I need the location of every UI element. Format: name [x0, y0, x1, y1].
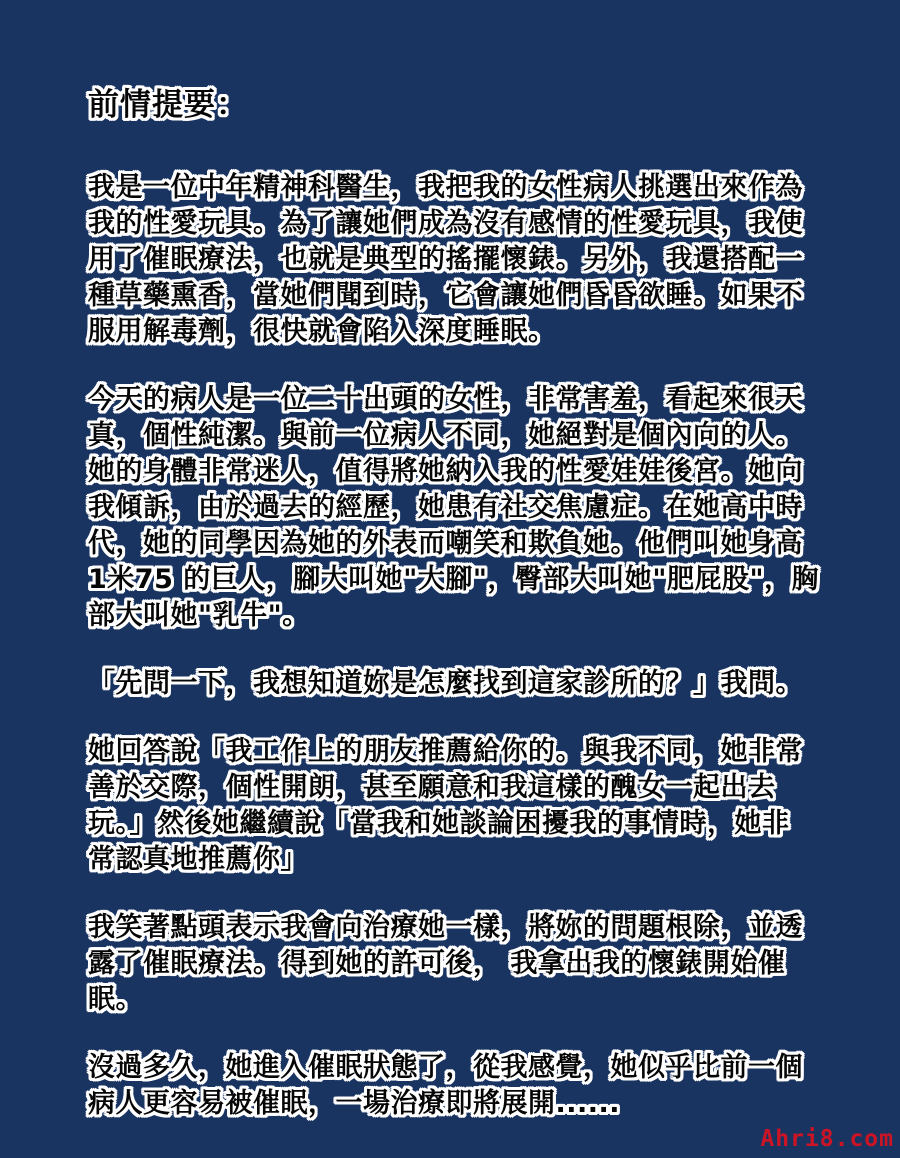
text-line: 用了催眠療法，也就是典型的搖擺懷錶。另外，我還搭配一	[88, 244, 803, 275]
text-line: 沒過多久，她進入催眠狀態了，從我感覺，她似乎比前一個	[88, 1052, 803, 1083]
paragraph-closing	[88, 1050, 848, 1122]
text-line: 服用解毒劑，很快就會陷入深度睡眠。	[88, 316, 556, 347]
text-line: 真，個性純潔。與前一位病人不同，她絕對是個內向的人。	[88, 420, 803, 451]
text-line: 病人更容易被催眠，一場治療即將展開......	[88, 1088, 621, 1119]
text-line: 常認真地推薦你」	[88, 844, 308, 875]
paragraph-intro-doctor	[88, 170, 848, 350]
text-content	[88, 86, 848, 1122]
text-line: 今天的病人是一位二十出頭的女性，非常害羞，看起來很天	[88, 384, 803, 415]
paragraph-patient-answer	[88, 734, 848, 878]
text-line: 她回答說「我工作上的朋友推薦給你的。與我不同，她非常	[88, 736, 803, 767]
paragraph-patient-description	[88, 382, 848, 634]
text-line: 善於交際，個性開朗，甚至願意和我這樣的醜女一起出去	[88, 772, 776, 803]
text-line: 眠。	[88, 984, 143, 1015]
page-title: 前情提要：	[88, 87, 248, 123]
text-line: 「先問一下，我想知道妳是怎麼找到這家診所的？」我問。	[88, 668, 803, 699]
text-line: 1米75 的巨人，腳大叫她"大腳"，臀部大叫她"肥屁股"，胸	[88, 564, 820, 595]
text-line: 種草藥熏香，當她們聞到時，它會讓她們昏昏欲睡。如果不	[88, 280, 803, 311]
text-line: 玩。」然後她繼續說「當我和她談論困擾我的事情時，她非	[88, 808, 790, 839]
text-line: 露了催眠療法。得到她的許可後， 我拿出我的懷錶開始催	[88, 948, 786, 979]
text-line: 我笑著點頭表示我會向治療她一樣，將妳的問題根除，並透	[88, 912, 803, 943]
paragraph-hypnosis-start	[88, 910, 848, 1018]
text-line: 代，她的同學因為她的外表而嘲笑和欺負她。他們叫她身高	[88, 528, 803, 559]
site-watermark: Ahri8.com	[760, 1126, 894, 1152]
text-line: 我的性愛玩具。為了讓她們成為沒有感情的性愛玩具，我使	[88, 208, 803, 239]
text-line: 她的身體非常迷人，值得將她納入我的性愛娃娃後宮。她向	[88, 456, 803, 487]
text-line: 部大叫她"乳牛"。	[88, 600, 310, 631]
text-line: 我是一位中年精神科醫生，我把我的女性病人挑選出來作為	[88, 172, 803, 203]
text-line: 我傾訴，由於過去的經歷，她患有社交焦慮症。在她高中時	[88, 492, 803, 523]
paragraph-doctor-question	[88, 666, 848, 702]
